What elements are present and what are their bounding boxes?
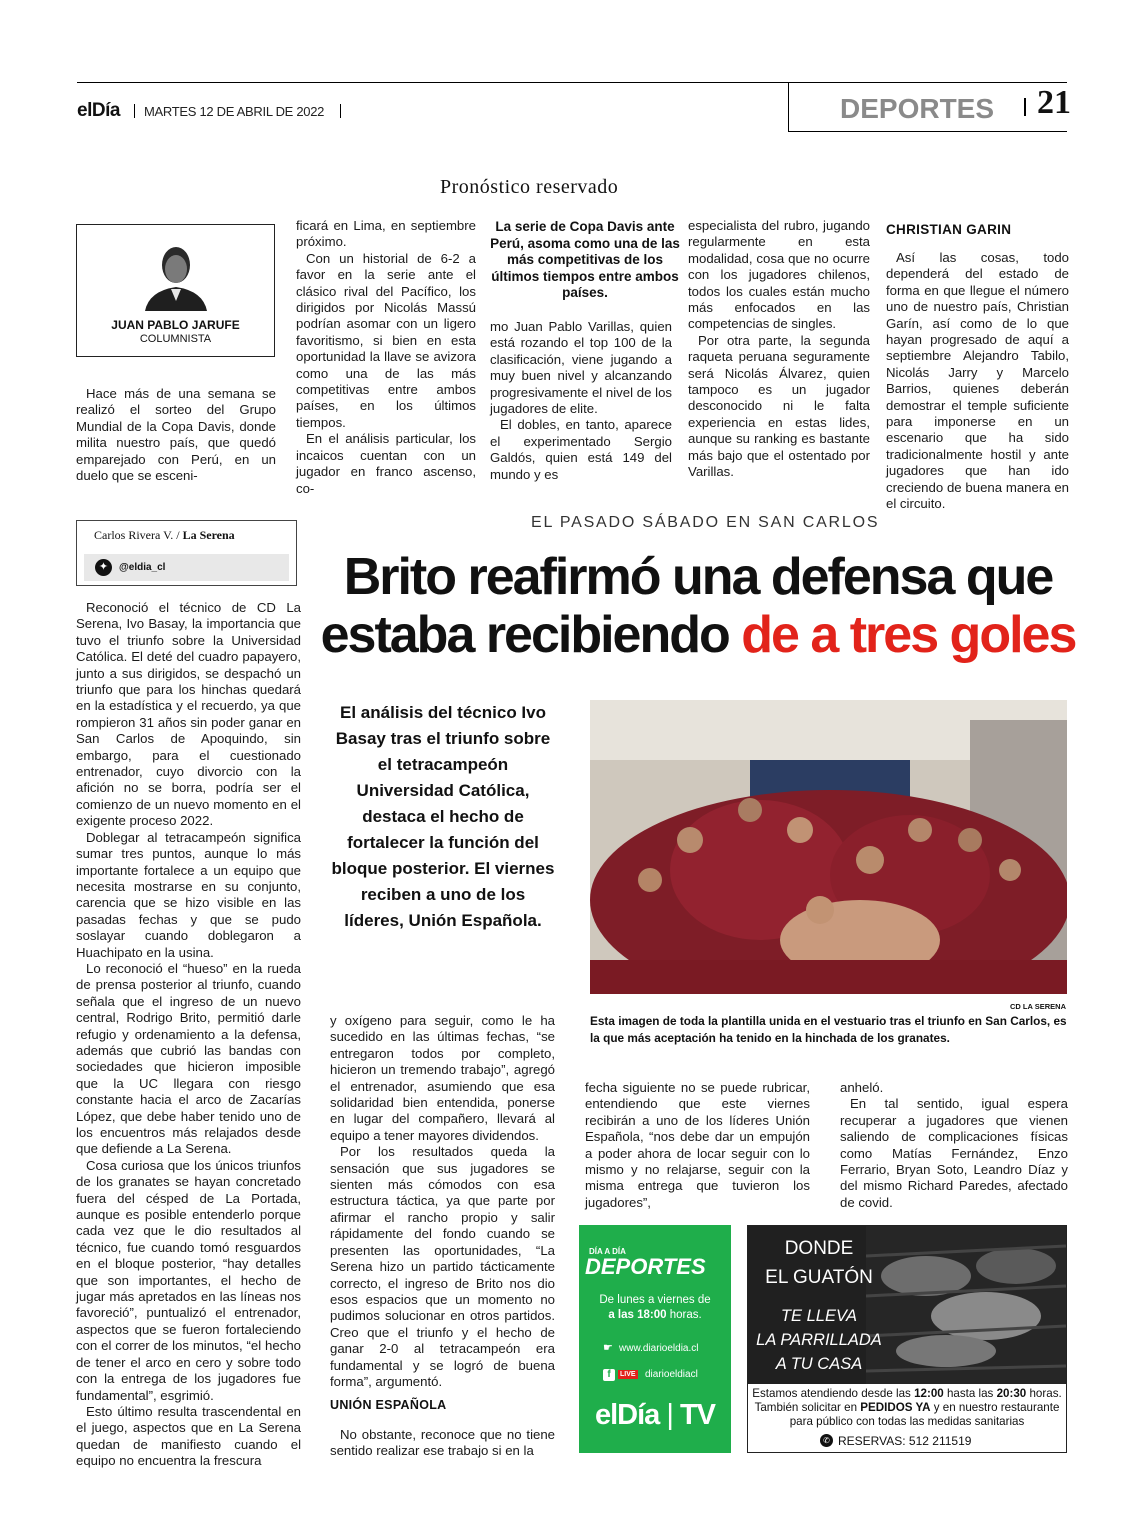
tv-ad-brand: elDía xyxy=(594,1399,660,1431)
restaurant-name-1: DONDE xyxy=(784,1238,854,1259)
tv-ad-brand-tv: TV xyxy=(679,1399,716,1431)
column-text-col3: mo Juan Pablo Varillas, quien está rozando el top 100 de la clasificación, viene jugando a muy buen nivel y alcanzando progresivamente el nivel de los jugadores de elite. El dobles, en tanto, aparece el experimentado Sergio Galdós, quien está 149 del mundo y es xyxy=(490,319,672,482)
article-col-3: fecha siguiente no se puede rubricar, entendiendo que este viernes recibirán a uno de los líderes Unión Española, “nos debe dar un empujón a poder ahora de locar seguir con lo mismo y no relajarse, seguir con la misma entrega que tuvieron los jugadores”, xyxy=(585,1080,810,1210)
restaurant-name-2: EL GUATÓN xyxy=(765,1267,873,1288)
column-title: Pronóstico reservado xyxy=(440,176,619,198)
article-subhead: UNIÓN ESPAÑOLA xyxy=(330,1398,447,1412)
headline-highlight: de a tres goles xyxy=(741,606,1076,664)
twitter-icon[interactable]: ✦ xyxy=(95,559,112,576)
author-box xyxy=(76,224,275,357)
photo-credit: CD LA SERENA xyxy=(1010,1002,1066,1011)
column-text-col4: especialista del rubro, jugando regularmente en esta modalidad, cosa que no ocurre con los jugadores chilenos, todos los cuales están mucho más enfocados en las competencias de singles. Por otra parte, la segunda raqueta peruana seguramente será Nicolás Álvarez, quien tampoco es un jugador desconocido ni le falta experiencia en estas lides, aunque su ranking es bastante más bajo que el ostentado por Varillas. xyxy=(688,218,870,480)
twitter-handle[interactable]: @eldia_cl xyxy=(119,562,166,573)
byline-box xyxy=(76,520,297,586)
pointer-icon: ☛ xyxy=(603,1342,613,1354)
restaurant-ad[interactable]: DONDE EL GUATÓN TE LLEVA LA PARRILLADA A TU CASA Estamos atendiendo desde las 12:00 hasta las 20:30 horas. También solicitar en PEDIDOS YA y en nuestro restaurante para público con todas las medidas sanitarias ✆ RESERVAS: 512 211519 xyxy=(747,1225,1067,1453)
author-role: COLUMNISTA xyxy=(139,333,212,345)
page-number: 21 xyxy=(1037,84,1071,121)
tv-ad-title: DEPORTES xyxy=(585,1254,706,1279)
author-name: JUAN PABLO JARUFE xyxy=(111,318,240,332)
live-badge: LIVE xyxy=(620,1371,636,1378)
article-lead: El análisis del técnico Ivo Basay tras el triunfo sobre el tetracampeón Universidad Católica, destaca el hecho de fortalecer la función del bloque posterior. El viernes reciben a uno de los líderes, Unión Española. xyxy=(331,703,555,930)
header-date: MARTES 12 DE ABRIL DE 2022 xyxy=(144,104,325,119)
restaurant-reservas[interactable]: RESERVAS: 512 211519 xyxy=(838,1434,972,1448)
column-text-col1: Hace más de una semana se realizó el sorteo del Grupo Mundial de la Copa Davis, donde milita nuestro país, que quedó emparejado con Perú, en un duelo que se esceni- xyxy=(76,386,276,484)
article-col-4: anheló. En tal sentido, igual espera recuperar a jugadores que vienen saliendo de complicaciones físicas como Matías Fernández, Enzo Ferrario, Bryan Soto, Leandro Díaz y del mismo Richard Paredes, afectado de covid. xyxy=(840,1080,1068,1210)
article-kicker: EL PASADO SÁBADO EN SAN CARLOS xyxy=(531,514,880,531)
team-photo xyxy=(590,700,1067,994)
tv-ad[interactable]: DÍA A DÍA DEPORTES De lunes a viernes de a las 18:00 horas. ☛ www.diarioeldia.cl f LIVE diarioeldiacl elDía | TV xyxy=(579,1225,731,1453)
header-logo: elDía xyxy=(77,100,120,121)
column-subhead: CHRISTIAN GARIN xyxy=(886,222,1012,237)
grill-image xyxy=(866,1226,1066,1384)
column-text-col5: Así las cosas, todo dependerá del estado de forma en que llegue el número uno de nuestro país, Christian Garín, así como de lo que hayan progresado de aquí a septiembre Alejandro Tabilo, Nicolás Jarry y Marcelo Barrios, quienes deberán demostrar el temple suficiente para imponerse en un escenario que ha sido tradicionalmente hostil y ante jugadores que han ido creciendo de buena manera en el circuito. xyxy=(886,250,1069,512)
tv-ad-social[interactable]: diarioeldiacl xyxy=(645,1369,698,1380)
tv-ad-website[interactable]: www.diarioeldia.cl xyxy=(619,1343,699,1354)
article-headline: Brito reafirmó una defensa que estaba recibiendo de a tres goles xyxy=(320,548,1076,664)
column-text-col2: ficará en Lima, en septiembre próximo. Con un historial de 6-2 a favor en la serie ante el clásico rival del Pacífico, los dirigidos por Nicolás Massú podrían asomar con un ligero favoritismo, si bien en esta oportunidad la llave se avizora como una de las más competitivas entre ambos países, en los últimos tiempos. En el análisis particular, los incaicos cuentan con un jugador en franco ascenso, co- xyxy=(296,218,476,496)
article-col-left: Reconoció el técnico de CD La Serena, Ivo Basay, la importancia que tuvo el triunfo sobre la Universidad Católica. El deté del cuadro papayero, junto a sus dirigidos, se despachó un triunfo que para los hinchas quedará en la estadística y el recuerdo, ya que rompieron 31 años sin poder ganar en San Carlos de Apoquindo, sin embargo, para el cuestionado entrenador, cuyo divorcio con la afición no se borra, podría ser el comienzo de un nuevo momento en el exigente proceso 2022. Doblegar al tetracampeón significa sumar tres puntos, aunque lo más importante fortalece a un equipo que necesita mostrarse en su conjunto, carencia que se hizo visible en las pasadas fechas y que se pudo soslayar cuando doblegaron a Huachipato en la usina. Lo reconoció el “hueso” en la rueda de prensa posterior al triunfo, cuando señala que el ingreso de un nuevo central, Rodrigo Brito, permitió darle refugio y ordenamiento a la defensa, además que cubrió las bandas con sociedades que hicieron imposible que la UC llegara con riesgo constante hacia el arco de Zacarías López, que debe haber tenido uno de los encuentros más relajados desde que defiende a La Serena. Cosa curiosa que los únicos triunfos de los granates se hayan concretado fuera del césped de La Portada, aunque es posible entenderlo porque cada vez que le dio resultados al técnico, fue cuando tomó resguardos en el bloque posterior, “hay detalles que son importantes, el hecho de jugar más apretados en las líneas nos favoreció”, puntualizó el entrenador, aspectos que se fueron fortaleciendo con el correr de los minutos, “el hecho de tener el arco en cero y sobre todo con la entrega de los jugadores fue fundamental”, esgrimió. Esto último resulta trascendental en el juego, aspectos que en La Serena quedan de manifiesto cuando el equipo no encuentra la frescura xyxy=(76,600,301,1469)
byline-city: La Serena xyxy=(182,528,235,542)
article-col-mid: y oxígeno para seguir, como le ha sucedido en las últimas fechas, “se entregaron todos por completo, hicieron un tremendo trabajo”, agregó el entrenador, asumiendo que esa solidaridad bien entendida, ponerse en lugar del compañero, llevará al equipo a tener mayores dividendos. Por los resultados queda la sensación que sus jugadores se sienten más cómodos con esa estructura táctica, ya que parte por afirmar el rancho propio y salir rápidamente del fondo cuando se presenten las oportunidades, “La Serena hizo un partido tácticamente correcto, el ingreso de Brito nos dio esos espacios que un momento no pudimos solucionar en otros partidos. Creo que el triunfo y el hecho de ganar 2-0 al tetracampeón era fundamental y se logró de buena forma”, argumentó. xyxy=(330,1013,555,1389)
phone-icon[interactable]: ✆ xyxy=(820,1434,833,1447)
facebook-icon[interactable]: f xyxy=(603,1369,615,1381)
photo-caption: Esta imagen de toda la plantilla unida en el vestuario tras el triunfo en San Carlos, es la que más aceptación ha tenido en la hinchada de los granates. xyxy=(590,1014,1067,1045)
pullquote: La serie de Copa Davis ante Perú, asoma como una de las más competitivas de los últimos tiempos entre ambos países. xyxy=(490,219,680,300)
byline-name: Carlos Rivera V. / xyxy=(94,528,180,542)
author-photo xyxy=(141,239,211,311)
article-col-mid-end: No obstante, reconoce que no tiene sentido realizar ese trabajo si en la xyxy=(330,1427,555,1459)
section-title: DEPORTES xyxy=(840,93,995,124)
